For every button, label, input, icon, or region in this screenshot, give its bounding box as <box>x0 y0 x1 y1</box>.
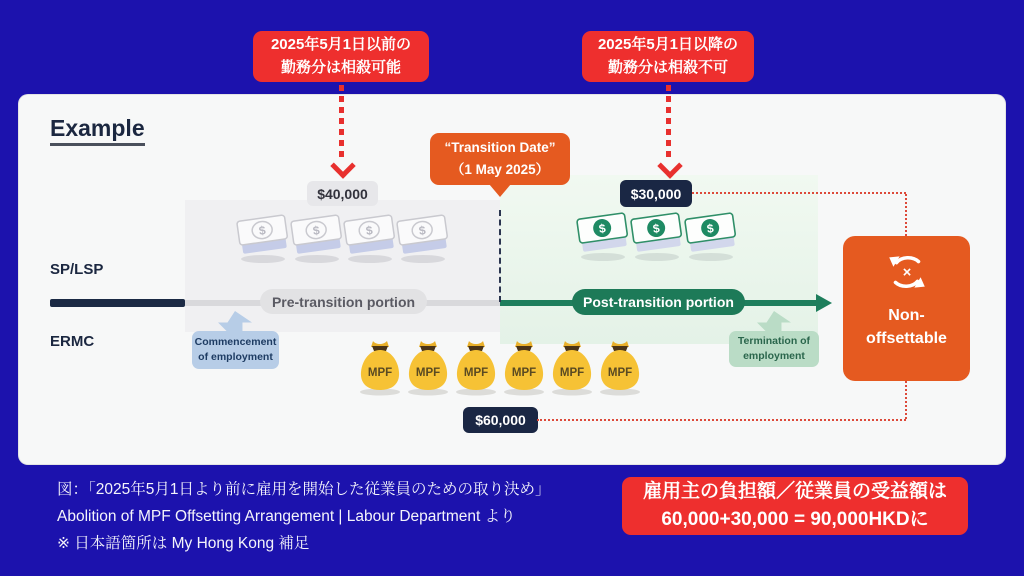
post-transition-portion-pill: Post-transition portion <box>572 289 745 315</box>
mpf-bag-icon <box>548 338 596 396</box>
mpf-bag-icon <box>452 338 500 396</box>
annotation-post-rule: 2025年5月1日以降の 勤務分は相殺不可 <box>582 31 754 82</box>
svg-text:MPF: MPF <box>367 367 393 379</box>
banknote-gray-icon <box>395 212 451 264</box>
banknote-gray-icon <box>342 212 398 264</box>
banknote-green-icon <box>575 210 631 262</box>
svg-text:$: $ <box>257 223 267 238</box>
connector-60000 <box>537 419 906 421</box>
summary-highlight-box: 雇用主の負担額／従業員の受益額は 60,000+30,000 = 90,000HKDに <box>622 477 968 535</box>
mpf-bag-icon <box>596 338 644 396</box>
no-offset-cycle-icon <box>884 249 930 295</box>
row-label-sp-lsp: SP/LSP <box>50 261 104 278</box>
row-label-ermc: ERMC <box>50 333 95 350</box>
caption-line3: ※ 日本語箇所は My Hong Kong 補足 <box>57 535 310 552</box>
svg-text:$: $ <box>311 223 321 238</box>
mpf-bag-icon <box>356 338 404 396</box>
transition-date-callout: “Transition Date” （1 May 2025） <box>430 133 570 185</box>
commencement-of-employment: Commencement of employment <box>192 331 279 369</box>
annotation-post-arrow-line <box>666 85 671 157</box>
post-transition-banknotes <box>575 210 795 264</box>
timeline-arrowhead <box>816 294 832 312</box>
svg-text:$: $ <box>651 221 661 236</box>
banknote-gray-icon <box>235 212 291 264</box>
banknote-gray-icon <box>289 212 345 264</box>
non-offsettable-box: × Non- offsettable <box>843 236 970 381</box>
connector-30000 <box>692 192 906 194</box>
timeline-before-employment <box>50 299 185 307</box>
amount-pre-transition: $40,000 <box>307 181 378 206</box>
mpf-bag-icon <box>500 338 548 396</box>
transition-date-tail <box>489 184 511 197</box>
svg-text:MPF: MPF <box>559 367 585 379</box>
caption-line1: 図：「2025年5月1日より前に雇用を開始した従業員のための取り決め」 <box>57 481 551 498</box>
annotation-pre-rule: 2025年5月1日以前の 勤務分は相殺可能 <box>253 31 429 82</box>
svg-text:×: × <box>902 265 911 282</box>
banknote-green-icon <box>629 210 685 262</box>
svg-text:MPF: MPF <box>511 367 537 379</box>
caption-line2: Abolition of MPF Offsetting Arrangement | Labour Department より <box>57 508 516 525</box>
termination-of-employment: Termination of employment <box>729 331 819 367</box>
svg-text:$: $ <box>597 221 607 236</box>
connector-30000-down <box>905 194 907 236</box>
svg-text:$: $ <box>417 223 427 238</box>
page-title: Example <box>50 115 145 146</box>
example-panel <box>18 94 1006 465</box>
source-caption <box>57 476 617 557</box>
mpf-bag-icon <box>404 338 452 396</box>
amount-mpf-total: $60,000 <box>463 407 538 433</box>
annotation-pre-arrow-line <box>339 85 344 157</box>
pre-transition-portion-pill: Pre-transition portion <box>260 289 427 314</box>
svg-text:$: $ <box>364 223 374 238</box>
mpf-bags <box>356 338 666 396</box>
amount-post-transition: $30,000 <box>620 180 692 207</box>
svg-text:MPF: MPF <box>415 367 441 379</box>
svg-text:$: $ <box>705 221 715 236</box>
svg-text:MPF: MPF <box>607 367 633 379</box>
svg-text:MPF: MPF <box>463 367 489 379</box>
pre-transition-banknotes <box>235 212 505 266</box>
banknote-green-icon <box>683 210 739 262</box>
